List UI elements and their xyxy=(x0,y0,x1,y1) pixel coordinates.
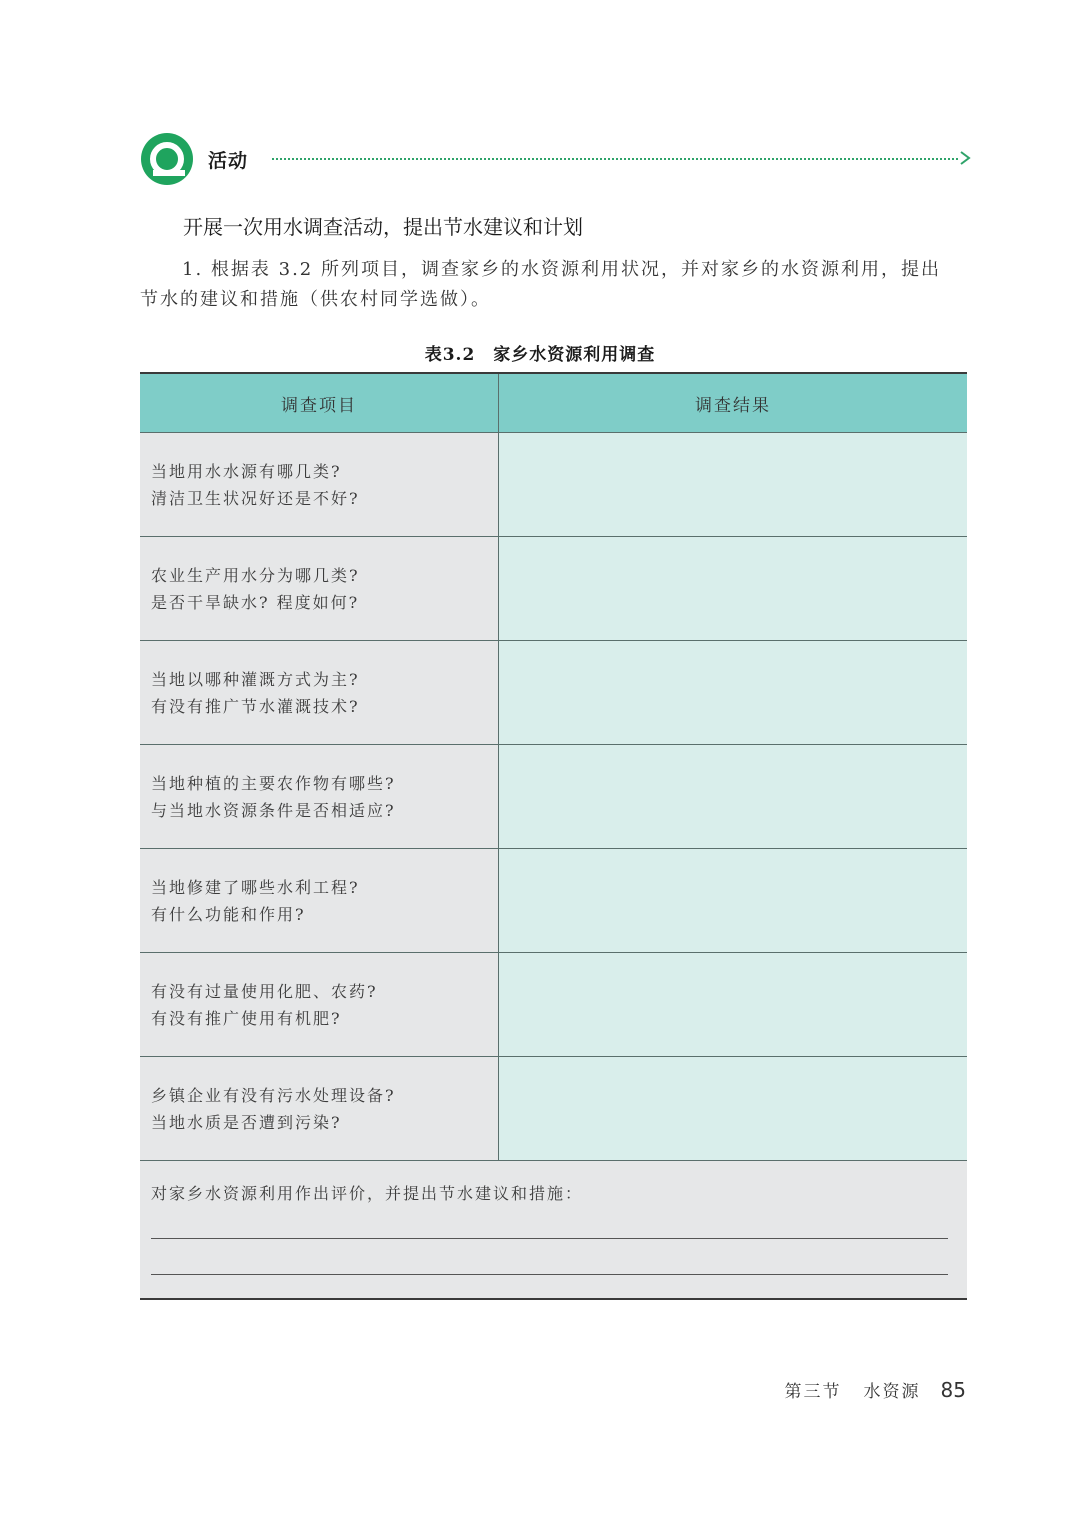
activity-label: 活动 xyxy=(208,150,249,172)
table-title: 家乡水资源利用调查 xyxy=(493,345,656,365)
evaluation-section xyxy=(140,1161,967,1298)
question-line: 有什么功能和作用? xyxy=(151,904,306,924)
column-header-result: 调查结果 xyxy=(695,395,771,416)
question-line: 有没有过量使用化肥、农药? xyxy=(151,981,378,1001)
survey-question xyxy=(140,745,499,848)
table-number: 表3.2 xyxy=(424,345,476,365)
table-caption xyxy=(0,340,1080,365)
survey-question xyxy=(140,433,499,536)
table-row xyxy=(140,1057,967,1161)
question-line: 当地种植的主要农作物有哪些? xyxy=(151,773,396,793)
table-row xyxy=(140,849,967,953)
question-line: 当地修建了哪些水利工程? xyxy=(151,877,360,897)
question-line: 与当地水资源条件是否相适应? xyxy=(151,800,396,820)
question-line: 当地水质是否遭到污染? xyxy=(151,1112,342,1132)
result-cell[interactable] xyxy=(499,537,967,640)
table-header-row xyxy=(140,374,967,433)
activity-badge-icon xyxy=(140,132,194,186)
table-row xyxy=(140,641,967,745)
survey-question xyxy=(140,1057,499,1160)
column-header-item: 调查项目 xyxy=(140,374,499,432)
survey-question xyxy=(140,641,499,744)
dotted-divider xyxy=(272,158,958,160)
result-cell[interactable] xyxy=(499,1057,967,1160)
footer-section: 第三节 xyxy=(784,1382,842,1402)
answer-line[interactable] xyxy=(151,1274,948,1275)
page-footer xyxy=(785,1377,966,1402)
table-row xyxy=(140,953,967,1057)
question-line: 有没有推广使用有机肥? xyxy=(151,1008,342,1028)
table-row xyxy=(140,433,967,537)
result-cell[interactable] xyxy=(499,849,967,952)
evaluation-prompt: 对家乡水资源利用作出评价，并提出节水建议和措施： xyxy=(151,1184,584,1203)
question-line: 清洁卫生状况好还是不好? xyxy=(151,488,360,508)
task-title: 开展一次用水调查活动，提出节水建议和计划 xyxy=(183,215,583,239)
result-cell[interactable] xyxy=(499,953,967,1056)
result-cell[interactable] xyxy=(499,433,967,536)
table-row xyxy=(140,745,967,849)
result-cell[interactable] xyxy=(499,745,967,848)
footer-chapter: 水资源 xyxy=(863,1382,921,1402)
question-line: 当地以哪种灌溉方式为主? xyxy=(151,669,360,689)
question-line: 乡镇企业有没有污水处理设备? xyxy=(151,1085,396,1105)
question-line: 有没有推广节水灌溉技术? xyxy=(151,696,360,716)
page-number: 85 xyxy=(940,1378,966,1402)
question-line: 当地用水水源有哪几类? xyxy=(151,461,342,481)
question-line: 是否干旱缺水? 程度如何? xyxy=(151,592,360,612)
result-cell[interactable] xyxy=(499,641,967,744)
survey-question xyxy=(140,849,499,952)
survey-question xyxy=(140,953,499,1056)
activity-header xyxy=(140,130,970,188)
task-line-1: 1. 根据表 3.2 所列项目，调查家乡的水资源利用状况，并对家乡的水资源利用，提出 xyxy=(182,259,941,280)
task-line-2: 节水的建议和措施（供农村同学选做）。 xyxy=(140,289,491,310)
question-line: 农业生产用水分为哪几类? xyxy=(151,565,360,585)
answer-line[interactable] xyxy=(151,1238,948,1239)
survey-question xyxy=(140,537,499,640)
task-instructions xyxy=(140,255,970,315)
survey-table xyxy=(140,372,967,1300)
table-row xyxy=(140,537,967,641)
arrow-right-icon xyxy=(958,150,972,166)
